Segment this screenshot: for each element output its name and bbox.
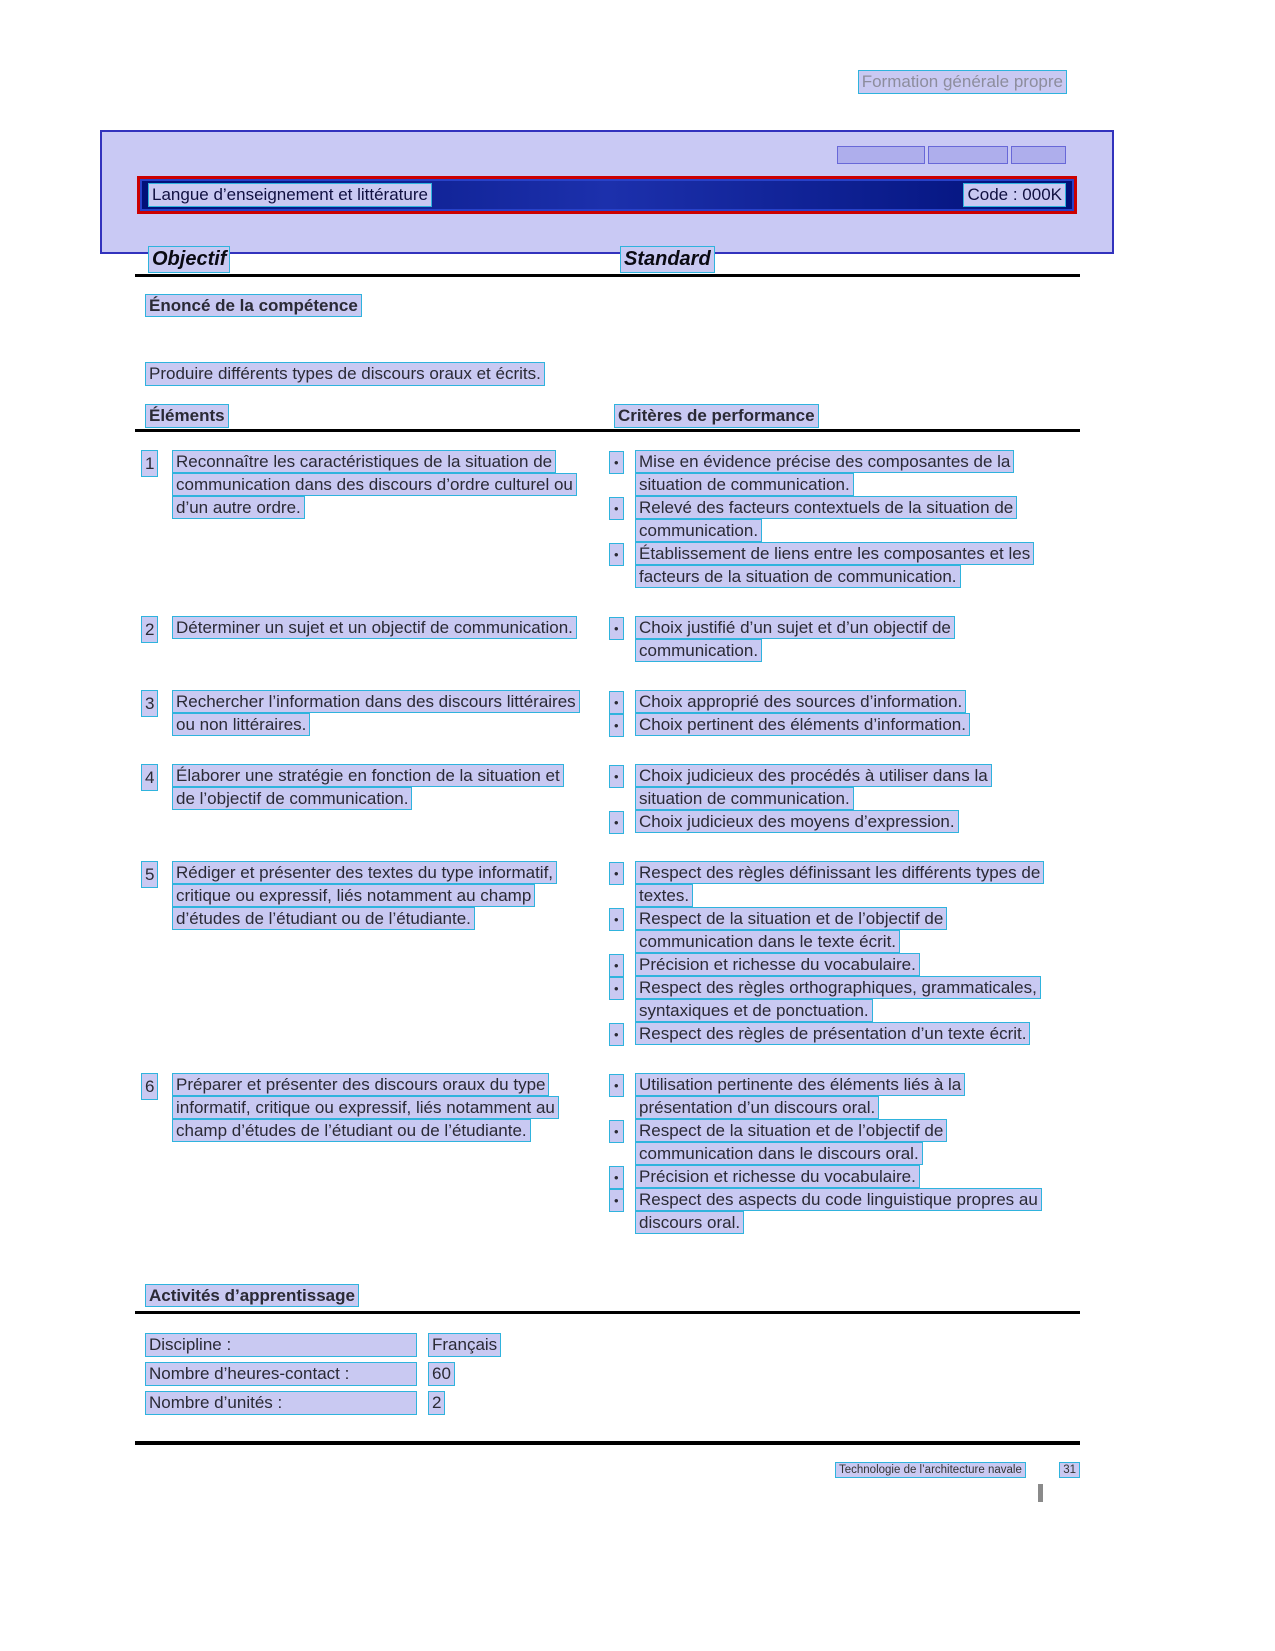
criterion-text: Utilisation pertinente des éléments liés à la présentation d’un discours oral. bbox=[635, 1073, 965, 1119]
element-cell bbox=[135, 450, 605, 588]
criterion-item bbox=[605, 764, 1080, 810]
course-title: Langue d’enseignement et littérature bbox=[148, 183, 432, 207]
criterion-item bbox=[605, 542, 1080, 588]
element-number: 2 bbox=[141, 616, 158, 643]
element-row bbox=[135, 616, 1080, 662]
criterion-text: Choix judicieux des procédés à utiliser dans la situation de communication. bbox=[635, 764, 992, 810]
element-cell bbox=[135, 1073, 605, 1234]
criterion-item bbox=[605, 1119, 1080, 1165]
bullet-icon: • bbox=[609, 977, 624, 1000]
activity-value: 60 bbox=[428, 1362, 455, 1386]
criteria-cell bbox=[605, 616, 1080, 662]
criterion-item bbox=[605, 1073, 1080, 1119]
divider-line bbox=[135, 274, 1080, 277]
element-row bbox=[135, 764, 1080, 833]
activity-label: Nombre d’unités : bbox=[145, 1391, 417, 1415]
criterion-item bbox=[605, 450, 1080, 496]
criterion-text: Précision et richesse du vocabulaire. bbox=[635, 953, 920, 976]
element-text: Préparer et présenter des discours oraux du type informatif, critique ou expressif, liés notamment au champ d’études de l’étudiant ou de l’étudiante. bbox=[172, 1073, 559, 1142]
criterion-item bbox=[605, 713, 1080, 736]
activities-heading: Activités d’apprentissage bbox=[145, 1284, 359, 1307]
element-cell bbox=[135, 764, 605, 833]
criterion-text: Respect de la situation et de l’objectif de communication dans le discours oral. bbox=[635, 1119, 947, 1165]
activity-row bbox=[145, 1391, 845, 1415]
header-field-boxes bbox=[837, 146, 1066, 164]
footer-document-title: Technologie de l’architecture navale bbox=[835, 1462, 1026, 1478]
bullet-icon: • bbox=[609, 497, 624, 520]
criterion-text: Choix pertinent des éléments d’information. bbox=[635, 713, 970, 736]
criterion-text: Établissement de liens entre les composantes et les facteurs de la situation de communication. bbox=[635, 542, 1034, 588]
criterion-item bbox=[605, 1188, 1080, 1234]
header-placeholder-box bbox=[928, 146, 1008, 164]
bullet-icon: • bbox=[609, 1166, 624, 1189]
element-row bbox=[135, 690, 1080, 736]
criterion-text: Respect des règles de présentation d’un texte écrit. bbox=[635, 1022, 1030, 1045]
element-text: Déterminer un sujet et un objectif de communication. bbox=[172, 616, 577, 639]
criterion-text: Choix justifié d’un sujet et d’un objectif de communication. bbox=[635, 616, 955, 662]
divider-line bbox=[135, 1311, 1080, 1314]
elements-criteria-list bbox=[135, 450, 1080, 1262]
page-header-label: Formation générale propre bbox=[858, 70, 1067, 94]
criterion-text: Respect des aspects du code linguistique propres au discours oral. bbox=[635, 1188, 1042, 1234]
criteria-cell bbox=[605, 690, 1080, 736]
criteria-cell bbox=[605, 861, 1080, 1045]
element-number: 3 bbox=[141, 690, 158, 717]
criterion-item bbox=[605, 616, 1080, 662]
criteres-heading: Critères de performance bbox=[614, 404, 819, 428]
bullet-icon: • bbox=[609, 617, 624, 640]
criteria-cell bbox=[605, 764, 1080, 833]
bullet-icon: • bbox=[609, 691, 624, 714]
competence-section bbox=[145, 296, 1080, 386]
criterion-text: Mise en évidence précise des composantes de la situation de communication. bbox=[635, 450, 1014, 496]
criterion-item bbox=[605, 953, 1080, 976]
bullet-icon: • bbox=[609, 1074, 624, 1097]
bullet-icon: • bbox=[609, 765, 624, 788]
bullet-icon: • bbox=[609, 451, 624, 474]
element-row bbox=[135, 1073, 1080, 1234]
criterion-item bbox=[605, 1165, 1080, 1188]
activity-label: Discipline : bbox=[145, 1333, 417, 1357]
criterion-text: Relevé des facteurs contextuels de la situation de communication. bbox=[635, 496, 1017, 542]
bullet-icon: • bbox=[609, 543, 624, 566]
page-footer bbox=[835, 1462, 1080, 1478]
element-row bbox=[135, 861, 1080, 1045]
activity-row bbox=[145, 1333, 845, 1357]
footer-tick-mark bbox=[1038, 1484, 1043, 1502]
activity-value: Français bbox=[428, 1333, 501, 1357]
header-placeholder-box bbox=[1011, 146, 1066, 164]
element-text: Élaborer une stratégie en fonction de la situation et de l’objectif de communication. bbox=[172, 764, 564, 810]
header-placeholder-box bbox=[837, 146, 925, 164]
course-header-box bbox=[100, 130, 1114, 254]
element-number: 1 bbox=[141, 450, 158, 477]
competence-heading: Énoncé de la compétence bbox=[145, 294, 362, 317]
bottom-divider-line bbox=[135, 1441, 1080, 1445]
elements-heading: Éléments bbox=[145, 404, 229, 428]
footer-page-number: 31 bbox=[1059, 1462, 1080, 1478]
criterion-item bbox=[605, 976, 1080, 1022]
activities-table bbox=[145, 1333, 845, 1420]
criterion-item bbox=[605, 907, 1080, 953]
element-text: Reconnaître les caractéristiques de la situation de communication dans des discours d’ordre culturel ou d’un autre ordre. bbox=[172, 450, 577, 519]
bullet-icon: • bbox=[609, 1023, 624, 1046]
course-code: Code : 000K bbox=[963, 183, 1066, 207]
criteria-cell bbox=[605, 450, 1080, 588]
criterion-text: Choix approprié des sources d’information. bbox=[635, 690, 966, 713]
bullet-icon: • bbox=[609, 862, 624, 885]
course-title-banner bbox=[137, 176, 1077, 214]
element-number: 6 bbox=[141, 1073, 158, 1100]
bullet-icon: • bbox=[609, 811, 624, 834]
criterion-text: Précision et richesse du vocabulaire. bbox=[635, 1165, 920, 1188]
activity-value: 2 bbox=[428, 1391, 445, 1415]
element-number: 5 bbox=[141, 861, 158, 888]
bullet-icon: • bbox=[609, 954, 624, 977]
activity-label: Nombre d’heures-contact : bbox=[145, 1362, 417, 1386]
divider-line bbox=[135, 429, 1080, 432]
bullet-icon: • bbox=[609, 714, 624, 737]
criterion-text: Choix judicieux des moyens d’expression. bbox=[635, 810, 959, 833]
bullet-icon: • bbox=[609, 1120, 624, 1143]
standard-heading: Standard bbox=[620, 246, 715, 273]
activity-row bbox=[145, 1362, 845, 1386]
element-text: Rechercher l’information dans des discours littéraires ou non littéraires. bbox=[172, 690, 580, 736]
objectif-heading: Objectif bbox=[148, 246, 230, 273]
element-number: 4 bbox=[141, 764, 158, 791]
criterion-item bbox=[605, 496, 1080, 542]
criterion-text: Respect des règles définissant les différents types de textes. bbox=[635, 861, 1044, 907]
element-cell bbox=[135, 616, 605, 662]
criterion-item bbox=[605, 861, 1080, 907]
competence-statement: Produire différents types de discours oraux et écrits. bbox=[145, 362, 545, 386]
criterion-text: Respect de la situation et de l’objectif de communication dans le texte écrit. bbox=[635, 907, 947, 953]
criterion-text: Respect des règles orthographiques, grammaticales, syntaxiques et de ponctuation. bbox=[635, 976, 1041, 1022]
criterion-item bbox=[605, 1022, 1080, 1045]
element-text: Rédiger et présenter des textes du type informatif, critique ou expressif, liés notamment au champ d’études de l’étudiant ou de l’étudiante. bbox=[172, 861, 557, 930]
criteria-cell bbox=[605, 1073, 1080, 1234]
element-cell bbox=[135, 690, 605, 736]
element-row bbox=[135, 450, 1080, 588]
criterion-item bbox=[605, 810, 1080, 833]
bullet-icon: • bbox=[609, 1189, 624, 1212]
criterion-item bbox=[605, 690, 1080, 713]
element-cell bbox=[135, 861, 605, 1045]
bullet-icon: • bbox=[609, 908, 624, 931]
